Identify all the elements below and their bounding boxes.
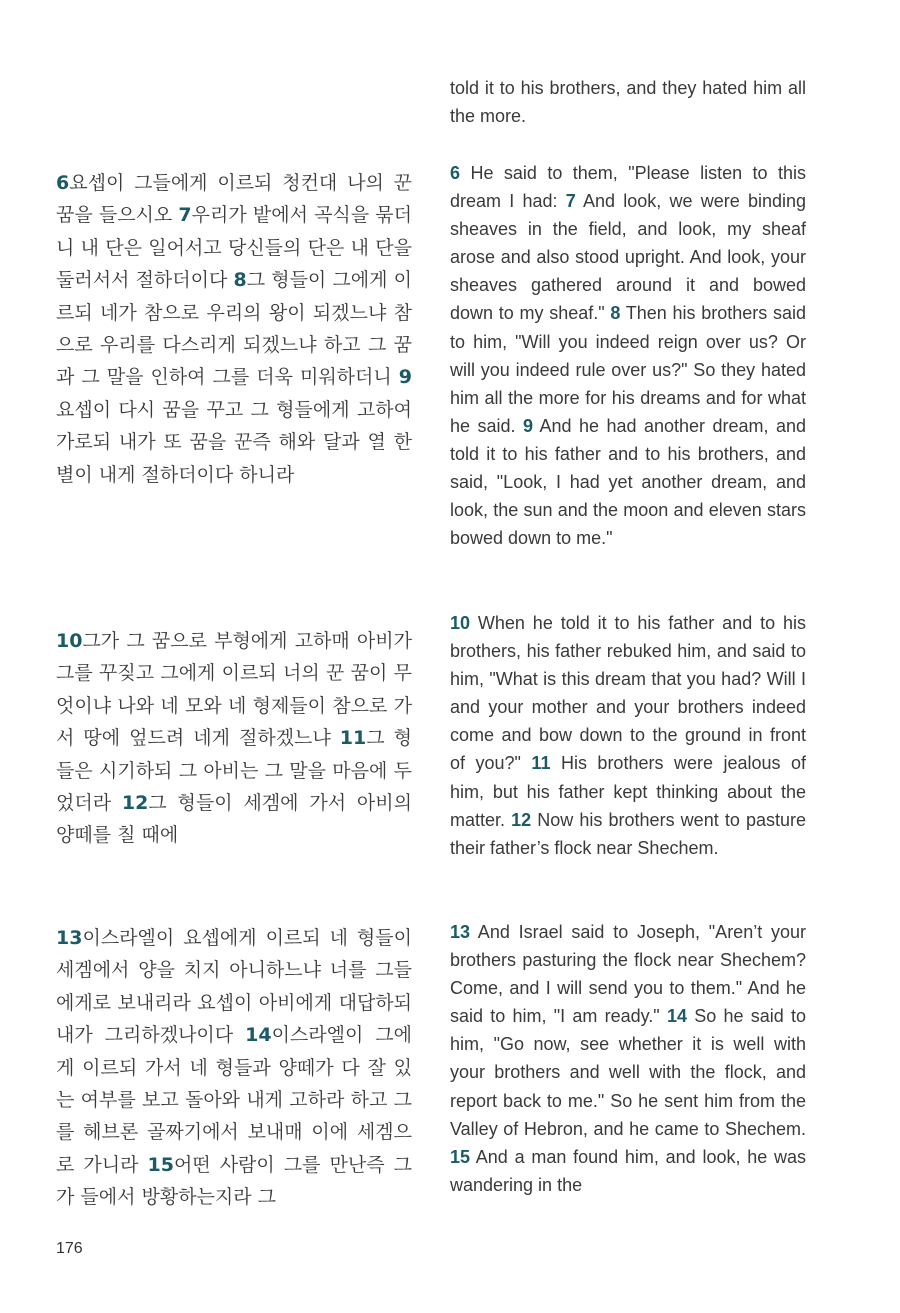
verse-text: And a man found him, and look, he was wandering in the — [450, 1146, 806, 1195]
verse-text: Now his brothers went to pasture their father’s flock near Shechem. — [450, 809, 806, 858]
verse-number: 9 — [398, 366, 412, 389]
verse-text: 요셉이 그들에게 이르되 청컨대 나의 꾼 꿈을 들으시오 — [56, 172, 412, 227]
verse-text: His brothers were jealous of him, but his father kept thinking about the matter. — [450, 753, 806, 830]
english-continuation-text: told it to his brothers, and they hated him all the more. — [450, 78, 806, 127]
korean-passage-1 — [56, 167, 412, 491]
verse-text: And look, we were binding sheaves in the field, and look, my sheaf arose and also stood upright. And look, your sheaves gathered around it and bowed down to my sheaf." — [450, 191, 806, 324]
english-passage-3 — [450, 918, 806, 1199]
verse-number: 14 — [666, 1006, 687, 1027]
english-passage-1 — [450, 159, 806, 552]
verse-text: 어떤 사람이 그를 만난즉 그가 들에서 방황하는지라 그 — [56, 1153, 412, 1209]
verse-number: 12 — [121, 792, 149, 815]
korean-passage-3 — [56, 922, 412, 1214]
verse-text: Then his brothers said to him, "Will you indeed reign over us? Or will you indeed rule over us?" So they hated him all the more for his dreams and for what he said. — [450, 303, 806, 436]
verse-number: 15 — [450, 1146, 471, 1167]
verse-number: 13 — [56, 927, 83, 949]
verse-text: 그가 그 꿈으로 부형에게 고하매 아비가 그를 꾸짖고 그에게 이르되 너의 꾼 꿈이 무엇이냐 나와 네 모와 네 형제들이 참으로 가서 땅에 엎드려 네게 절하겠느냐 — [56, 630, 412, 750]
verse-text: And he had another dream, and told it to his father and to his brothers, and said, "Look, I had yet another dream, and look, the sun and the moon and eleven stars bowed down to me." — [450, 415, 806, 549]
verse-number: 9 — [522, 415, 533, 436]
verse-text: 그 형들이 그에게 이르되 네가 참으로 우리의 왕이 되겠느냐 참으로 우리를 다스리게 되겠느냐 하고 그 꿈과 그 말을 인하여 그를 더욱 미워하더니 — [56, 269, 412, 389]
verse-number: 15 — [147, 1153, 174, 1176]
english-passage-2 — [450, 609, 806, 862]
verse-text: So he said to him, "Go now, see whether it is well with your brothers and well with the flock, and report back to me." So he sent him from the Valley of Hebron, and he came to Shechem. — [450, 1006, 806, 1139]
verse-text: 이스라엘이 요셉에게 이르되 네 형들이 세겜에서 양을 치지 아니하느냐 너를 그들에게로 보내리라 요셉이 아비에게 대답하되 내가 그리하겠나이다 — [56, 927, 412, 1047]
verse-text: He said to them, "Please listen to this dream I had: — [450, 163, 806, 212]
korean-passage-2 — [56, 625, 412, 852]
verse-text: 그 형들은 시기하되 그 아비는 그 말을 마음에 두었더라 — [56, 727, 412, 815]
verse-number: 14 — [245, 1024, 272, 1047]
verse-number: 6 — [450, 163, 461, 183]
english-continuation — [450, 74, 806, 130]
verse-number: 11 — [339, 727, 367, 750]
verse-number: 10 — [56, 630, 83, 652]
verse-text: 이스라엘이 그에게 이르되 가서 네 형들과 양떼가 다 잘 있는 여부를 보고 돌아와 내게 고하라 하고 그를 헤브론 골짜기에서 보내매 이에 세겜으로 가니라 — [56, 1024, 412, 1176]
verse-number: 12 — [511, 809, 532, 830]
verse-text: 요셉이 다시 꿈을 꾸고 그 형들에게 고하여 가로되 내가 또 꿈을 꾼즉 해와 달과 열 한 별이 내게 절하더이다 하니라 — [56, 398, 412, 486]
verse-number: 6 — [56, 172, 70, 194]
verse-number: 13 — [450, 922, 471, 942]
verse-text: When he told it to his father and to his brothers, his father rebuked him, and said to him, "What is this dream that you had? Will I and your mother and your brothers indeed come and bow down to the ground in front of you?" — [450, 613, 806, 774]
verse-number: 7 — [178, 204, 192, 227]
verse-text: 그 형들이 세겜에 가서 아비의 양떼를 칠 때에 — [56, 792, 412, 847]
verse-number: 11 — [531, 753, 551, 774]
verse-number: 7 — [565, 191, 576, 212]
verse-text: And Israel said to Joseph, "Aren’t your brothers pasturing the flock near Shechem? Come, and I will send you to them." And he said to him, "I am ready." — [450, 922, 806, 1027]
verse-number: 8 — [610, 303, 621, 324]
verse-number: 8 — [233, 269, 247, 292]
page-number: 176 — [56, 1240, 83, 1257]
verse-text: 우리가 밭에서 곡식을 묶더니 내 단은 일어서고 당신들의 단은 내 단을 둘러서서 절하더이다 — [56, 204, 412, 292]
verse-number: 10 — [450, 613, 471, 633]
